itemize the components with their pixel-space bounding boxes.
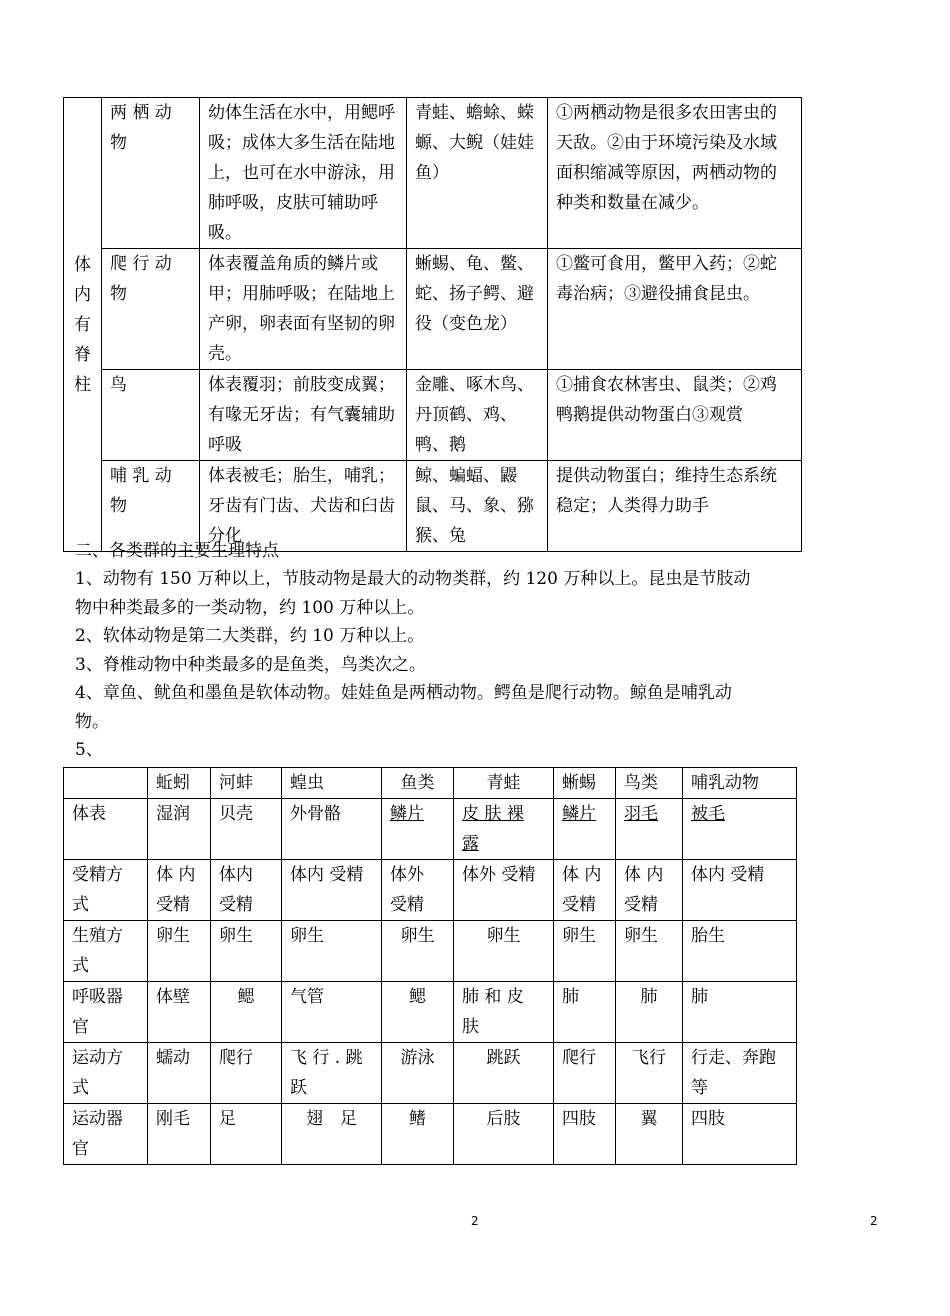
table-row [64,921,797,982]
group-cell: 鸟 [102,370,200,461]
row-label: 呼吸器官 [64,982,148,1043]
table-cell: 卵生 [382,921,454,982]
underlined-text: 皮 肤 裸 露 [462,804,524,854]
table-cell: 肺 [616,982,683,1043]
table-cell: 肺 [683,982,797,1043]
table-row [64,1104,797,1165]
table-row [64,799,797,860]
table-row [64,982,797,1043]
examples-cell: 鲸、蝙蝠、鼹鼠、马、象、猕猴、兔 [407,461,548,552]
examples-cell: 蜥蜴、龟、鳖、蛇、扬子鳄、避役（变色龙） [407,249,548,370]
table-cell [683,799,797,860]
underlined-text: 鳞片 [390,804,424,824]
relation-cell: ①鳖可食用，鳖甲入药；②蛇毒治病；③避役捕食昆虫。 [548,249,802,370]
table-row [64,860,797,921]
table-cell: 肺 [554,982,616,1043]
table-cell: 刚毛 [148,1104,211,1165]
table-cell: 鳍 [382,1104,454,1165]
table-cell: 蠕动 [148,1043,211,1104]
point-5: 5、 [75,740,103,760]
header-cell: 青蛙 [454,768,554,799]
table-cell: 体外 受精 [382,860,454,921]
table-cell: 卵生 [554,921,616,982]
table-cell: 爬行 [554,1043,616,1104]
group-cell: 两 栖 动 物 [102,98,200,249]
point-2: 2、软体动物是第二大类群，约 10 万种以上。 [75,626,425,646]
table-cell: 飞 行 . 跳 跃 [282,1043,382,1104]
table-cell: 卵生 [211,921,282,982]
table-cell: 贝壳 [211,799,282,860]
group-cell: 哺 乳 动 物 [102,461,200,552]
table-cell: 卵生 [282,921,382,982]
point-3: 3、脊椎动物中种类最多的是鱼类，鸟类次之。 [75,655,426,675]
table-cell: 体内 受精 [683,860,797,921]
table-cell: 卵生 [616,921,683,982]
underlined-text: 被毛 [691,804,725,824]
table-cell: 气管 [282,982,382,1043]
table-cell: 卵生 [148,921,211,982]
table-cell: 体外 受精 [454,860,554,921]
row-label: 运动器官 [64,1104,148,1165]
header-cell: 蝗虫 [282,768,382,799]
table-cell: 体 内 受精 [148,860,211,921]
row-label: 体表 [64,799,148,860]
table-cell: 鳃 [211,982,282,1043]
table-cell: 飞行 [616,1043,683,1104]
table-cell: 四肢 [683,1104,797,1165]
table-cell: 足 [211,1104,282,1165]
examples-cell: 金雕、啄木鸟、丹顶鹤、鸡、鸭、鹅 [407,370,548,461]
table-cell: 四肢 [554,1104,616,1165]
table-cell: 体 内 受精 [554,860,616,921]
table-cell: 游泳 [382,1043,454,1104]
table-cell [554,799,616,860]
table-cell: 体 内 受精 [616,860,683,921]
table-cell: 翼 [616,1104,683,1165]
header-cell: 蚯蚓 [148,768,211,799]
table-cell: 行走、奔跑等 [683,1043,797,1104]
table-cell: 体内 受精 [211,860,282,921]
underlined-text: 羽毛 [624,804,658,824]
section-title: 二、各类群的主要生理特点 [75,541,279,561]
table-cell: 肺 和 皮 肤 [454,982,554,1043]
page-number-right: 2 [870,1214,878,1228]
features-cell: 体表覆盖角质的鳞片或甲；用肺呼吸；在陆地上产卵，卵表面有坚韧的卵壳。 [200,249,407,370]
row-label: 生殖方式 [64,921,148,982]
group-cell: 爬 行 动 物 [102,249,200,370]
page-number-center: 2 [471,1214,479,1228]
relation-cell: 提供动物蛋白；维持生态系统稳定；人类得力助手 [548,461,802,552]
table-cell [382,799,454,860]
table-cell [616,799,683,860]
relation-cell: ①两栖动物是很多农田害虫的天敌。②由于环境污染及水域面积缩减等原因，两栖动物的种类和数量在减少。 [548,98,802,249]
header-cell: 蜥蜴 [554,768,616,799]
table-cell: 跳跃 [454,1043,554,1104]
table-cell: 翅 足 [282,1104,382,1165]
point-4-line-2: 物。 [75,712,109,732]
point-1-line-2: 物中种类最多的一类动物，约 100 万种以上。 [75,598,425,618]
examples-cell: 青蛙、蟾蜍、蝾螈、大鲵（娃娃鱼） [407,98,548,249]
header-cell: 河蚌 [211,768,282,799]
header-cell: 哺乳动物 [683,768,797,799]
row-label: 运动方式 [64,1043,148,1104]
header-cell: 鸟类 [616,768,683,799]
header-cell: 鱼类 [382,768,454,799]
table-row [64,370,802,461]
table-cell: 爬行 [211,1043,282,1104]
table-cell: 鳃 [382,982,454,1043]
features-cell: 体表覆羽；前肢变成翼；有喙无牙齿；有气囊辅助呼吸 [200,370,407,461]
vertebrate-groups-table [63,97,802,552]
header-cell [64,768,148,799]
table-cell [454,799,554,860]
comparison-table [63,767,797,1165]
table-row [64,1043,797,1104]
features-cell: 体表被毛；胎生，哺乳；牙齿有门齿、犬齿和臼齿分化 [200,461,407,552]
table-cell: 体内 受精 [282,860,382,921]
table-cell: 外骨骼 [282,799,382,860]
row-label: 受精方式 [64,860,148,921]
table-cell: 体壁 [148,982,211,1043]
underlined-text: 鳞片 [562,804,596,824]
table-cell: 湿润 [148,799,211,860]
table-row [64,98,802,249]
table-header-row [64,768,797,799]
table-cell: 卵生 [454,921,554,982]
point-4-line-1: 4、章鱼、鱿鱼和墨鱼是软体动物。娃娃鱼是两栖动物。鳄鱼是爬行动物。鲸鱼是哺乳动 [75,683,732,703]
features-cell: 幼体生活在水中，用鳃呼吸；成体大多生活在陆地上，也可在水中游泳，用肺呼吸，皮肤可辅助呼吸。 [200,98,407,249]
point-1-line-1: 1、动物有 150 万种以上，节肢动物是最大的动物类群，约 120 万种以上。昆虫是节肢动 [75,569,751,589]
table-cell: 胎生 [683,921,797,982]
category-cell: 体 内 有 脊 柱 [64,98,102,552]
relation-cell: ①捕食农林害虫、鼠类；②鸡鸭鹅提供动物蛋白③观赏 [548,370,802,461]
table-row [64,249,802,370]
table-cell: 后肢 [454,1104,554,1165]
